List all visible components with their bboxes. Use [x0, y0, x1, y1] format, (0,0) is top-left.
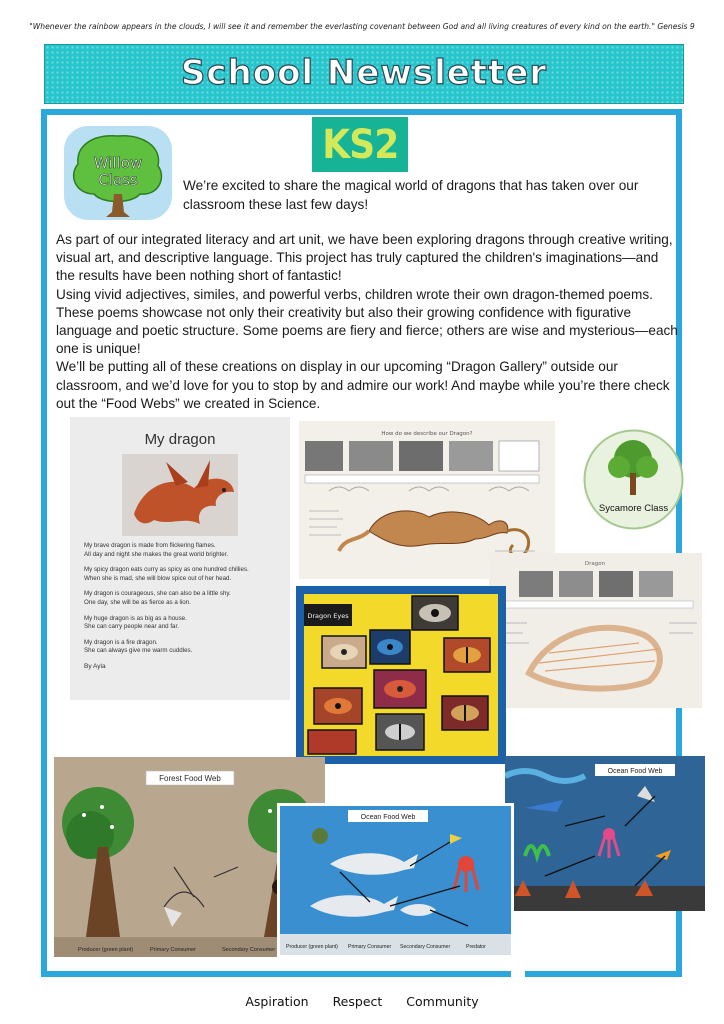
eyes-board-label: Dragon Eyes	[307, 612, 349, 620]
dragon-worksheet-photo	[489, 553, 702, 708]
forest-web-label: Producer (green plant)	[78, 947, 134, 953]
forest-web-title: Forest Food Web	[159, 774, 221, 783]
poem-line: My dragon is courageous, she can also be a little shy.	[84, 590, 231, 598]
value-respect: Respect	[332, 994, 383, 1009]
article-paragraph: As part of our integrated literacy and art unit, we have been exploring dragons through creative writing, visual art, and descriptive language. This project has truly captured the children's imaginations—and the results have been nothing short of fantastic!	[56, 232, 673, 284]
willow-class-badge	[62, 124, 174, 222]
ocean-web-label: Producer (green plant)	[286, 944, 338, 950]
poem-stanza	[84, 639, 276, 656]
article-paragraph: Using vivid adjectives, similes, and powerful verbs, children wrote their own dragon-themed poems. These poems showcase not only their creativity but also their growing confidence with figurative language and poetic structure. Some poems are fiery and fierce; others are wise and mysterious—each one is unique!	[56, 286, 678, 357]
poem-line: When she is mad, she will blow spice out of her head.	[84, 574, 232, 582]
willow-badge-line2: Class	[98, 171, 138, 189]
poem-line: All day and night she makes the great world brighter.	[84, 550, 229, 558]
ocean-web-label: Predator	[466, 944, 486, 950]
forest-web-label: Secondary Consumer	[222, 947, 276, 953]
worksheet-heading: Dragon	[584, 561, 606, 567]
poem-line: My brave dragon is made from flickering flames.	[84, 542, 216, 549]
poem-line: My spicy dragon eats curry as spicy as one hundred chillies.	[84, 566, 249, 574]
poem-line: My huge dragon is as big as a house.	[84, 614, 187, 622]
poem-line: My dragon is a fire dragon.	[84, 638, 158, 646]
intro-text: We’re excited to share the magical world of dragons that has taken over our classroom these last few days!	[183, 178, 639, 212]
poem-line: She can carry people near and far.	[84, 623, 179, 631]
article-body	[56, 231, 680, 413]
ocean-web-title: Ocean Food Web	[360, 814, 416, 821]
poem-line: One day, she will be as fierce as a lion.	[84, 598, 191, 606]
school-values-footer	[0, 994, 724, 1009]
willow-badge-line1: Willow	[93, 154, 143, 172]
sycamore-class-badge	[583, 429, 684, 530]
worksheet-heading: How do we describe our Dragon?	[381, 431, 473, 437]
forest-web-label: Primary Consumer	[150, 947, 196, 953]
ocean-web-label: Primary Consumer	[348, 944, 392, 950]
sycamore-badge-label: Sycamore Class	[598, 503, 669, 514]
ocean-web-title: Ocean Food Web	[607, 768, 663, 775]
poem-photo	[70, 417, 290, 700]
ocean-web-label: Secondary Consumer	[400, 944, 451, 950]
poem-stanza	[84, 542, 276, 559]
poem-stanza	[84, 615, 276, 632]
ocean-food-web-photo	[277, 803, 514, 958]
poem-author: By Ayla	[84, 662, 106, 670]
frame-gap	[511, 968, 525, 982]
article-paragraph: We’ll be putting all of these creations on display in our upcoming “Dragon Gallery” outside our classroom, and we’d love for you to stop by and admire our work! And maybe while you’re there check out the “Food Webs” we created in Science.	[56, 359, 670, 411]
scripture-quote: "Whenever the rainbow appears in the clouds, I will see it and remember the everlasting covenant between God and all living creatures of every kind on the earth." Genesis 9	[29, 22, 695, 31]
poem-line: She can always give me warm cuddles.	[84, 647, 193, 655]
newsletter-banner	[44, 44, 684, 104]
ocean-food-web-photo	[505, 756, 705, 911]
value-community: Community	[406, 994, 479, 1009]
ks2-logo	[312, 117, 408, 172]
poem-stanza	[84, 590, 276, 607]
dragon-image	[84, 454, 276, 536]
dragon-eyes-display-photo	[296, 586, 506, 764]
value-aspiration: Aspiration	[245, 994, 309, 1009]
ks2-logo-text: KS2	[321, 121, 399, 168]
newsletter-title: School Newsletter	[180, 53, 548, 93]
poem-stanza	[84, 566, 276, 583]
poem-title: My dragon	[144, 431, 216, 448]
